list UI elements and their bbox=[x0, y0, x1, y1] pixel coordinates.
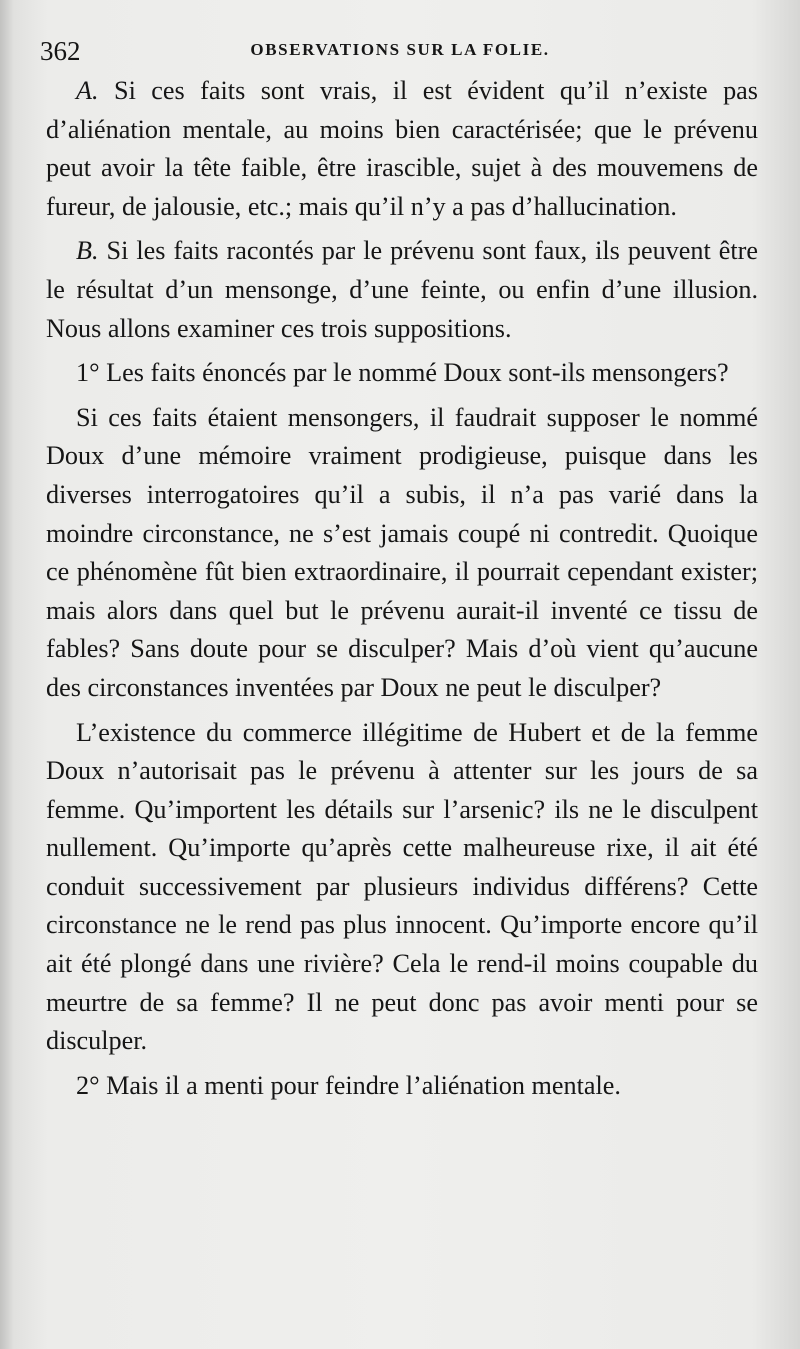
paragraph-mensonge-text: Si ces faits étaient mensongers, il faudrait supposer le nommé Doux d’une mémoire vraiment prodigieuse, puisque dans les diverses interrogatoires qu’il a subis, il n’a pas varié dans la moindre circonstance, ne s’est jamais coupé ni contredit. Quoique ce phénomène fût bien extraordinaire, il pourrait cependant exister; mais alors dans quel but le prévenu aurait-il inventé ce tissu de fables? Sans doute pour se disculper? Mais d’où vient qu’aucune des circonstances inventées par Doux ne peut le disculper? bbox=[46, 402, 758, 702]
page-header bbox=[40, 36, 760, 66]
running-head: OBSERVATIONS SUR LA FOLIE. bbox=[250, 40, 550, 59]
paragraph-question-2-text: 2° Mais il a menti pour feindre l’aliénation mentale. bbox=[76, 1070, 621, 1100]
paragraph-question-2 bbox=[46, 1067, 758, 1106]
paragraph-commerce bbox=[46, 714, 758, 1061]
page-gutter-shadow bbox=[0, 0, 14, 1349]
paragraph-b-text: Si les faits racontés par le prévenu sont faux, ils peuvent être le résultat d’un mensonge, d’une feinte, ou enfin d’une illusion. Nous allons examiner ces trois suppositions. bbox=[46, 236, 758, 343]
paragraph-mensonge bbox=[46, 399, 758, 708]
paragraph-a bbox=[46, 72, 758, 226]
paragraph-question-1 bbox=[46, 354, 758, 393]
body-text bbox=[46, 72, 758, 1105]
paragraph-a-marker: A. bbox=[76, 76, 99, 105]
paragraph-a-text: Si ces faits sont vrais, il est évident qu’il n’existe pas d’aliénation mentale, au moins bien caractérisée; que le prévenu peut avoir la tête faible, être irascible, sujet à des mouvemens de fureur, de jalousie, etc.; mais qu’il n’y a pas d’hallucination. bbox=[46, 76, 758, 221]
page-number: 362 bbox=[40, 36, 81, 66]
paragraph-question-1-text: 1° Les faits énoncés par le nommé Doux sont-ils mensongers? bbox=[76, 358, 729, 388]
paragraph-commerce-text: L’existence du commerce illégitime de Hubert et de la femme Doux n’autorisait pas le prévenu à attenter sur les jours de sa femme. Qu’importent les détails sur l’arsenic? ils ne le disculpent nullement. Qu’importe qu’après cette malheureuse rixe, il ait été conduit successivement par plusieurs individus différens? Cette circonstance ne le rend pas plus innocent. Qu’importe encore qu’il ait été plongé dans une rivière? Cela le rend-il moins coupable du meurtre de sa femme? Il ne peut donc pas avoir menti pour se disculper. bbox=[46, 717, 758, 1056]
paragraph-b bbox=[46, 232, 758, 348]
paragraph-b-marker: B. bbox=[76, 236, 99, 266]
